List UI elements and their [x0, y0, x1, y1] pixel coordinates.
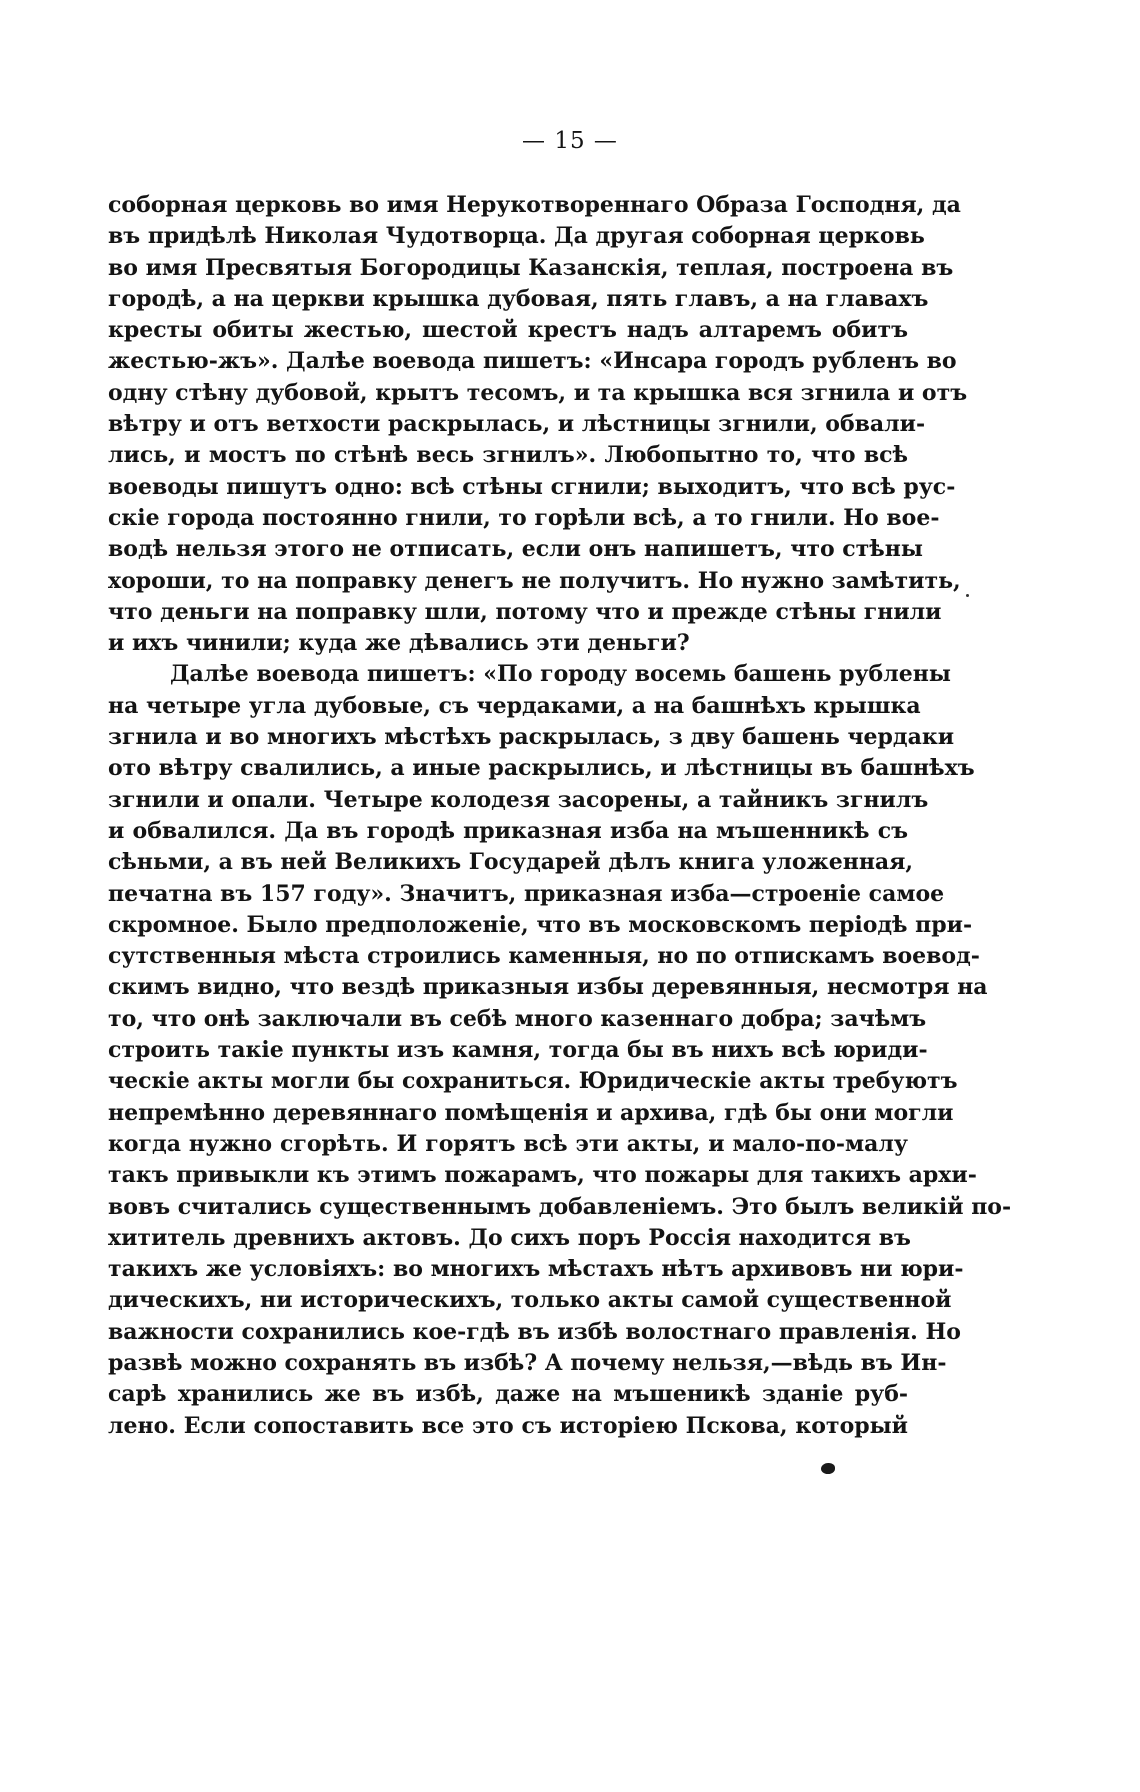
text-line: соборная церковь во имя Нерукотвореннаго Образа Господня, да	[108, 192, 961, 218]
text-line: сѣньми, а въ ней Великихъ Государей дѣлъ книга уложенная,	[108, 849, 914, 876]
text-line: городѣ, а на церкви крышка дубовая, пять главъ, а на главахъ	[108, 285, 929, 312]
text-line: згнила и во многихъ мѣстѣхъ раскрылась, з дву башень чердаки	[108, 724, 955, 751]
text-line: скромное. Было предположеніе, что въ московскомъ періодѣ при-	[108, 911, 973, 938]
text-line: жестью-жъ». Далѣе воевода пишетъ: «Инсара городъ рубленъ во	[108, 348, 957, 375]
text-line: ото вѣтру свалились, а иные раскрылись, и лѣстницы въ башнѣхъ	[108, 755, 975, 782]
text-line: дическихъ, ни историческихъ, только акты самой существенной	[108, 1287, 952, 1314]
text-line: хититель древнихъ актовъ. До сихъ поръ Россія находится въ	[108, 1224, 911, 1251]
text-line: хороши, то на поправку денегъ не получитъ. Но нужно замѣтить,	[108, 567, 961, 594]
text-line: на четыре угла дубовые, съ чердаками, а на башнѣхъ крышка	[108, 692, 921, 719]
text-line: такихъ же условіяхъ: во многихъ мѣстахъ нѣтъ архивовъ ни юри-	[108, 1256, 964, 1283]
ink-blot	[821, 1463, 835, 1474]
text-line: згнили и опали. Четыре колодезя засорены, а тайникъ згнилъ	[108, 786, 929, 813]
text-line: и ихъ чинили; куда же дѣвались эти деньги?	[108, 630, 690, 657]
text-line: сутственныя мѣста строились каменныя, но по отпискамъ воевод-	[108, 943, 980, 970]
text-line: и обвалился. Да въ городѣ приказная изба на мъшенникѣ съ	[108, 817, 908, 844]
text-line: когда нужно сгорѣть. И горятъ всѣ эти акты, и мало-по-малу	[108, 1130, 908, 1157]
text-line: важности сохранились кое-гдѣ въ избѣ волостнаго правленія. Но	[108, 1318, 961, 1345]
text-line: скіе города постоянно гнили, то горѣли всѣ, а то гнили. Но вое-	[108, 504, 940, 531]
text-line: одну стѣну дубовой, крытъ тесомъ, и та крышка вся згнила и отъ	[108, 379, 968, 406]
text-line: скимъ видно, что вездѣ приказныя избы деревянныя, несмотря на	[108, 974, 988, 1001]
text-line: лено. Если сопоставить все это съ исторіею Пскова, который	[108, 1412, 908, 1439]
text-line: строить такіе пункты изъ камня, тогда бы въ нихъ всѣ юриди-	[108, 1037, 928, 1064]
text-line: такъ привыкли къ этимъ пожарамъ, что пожары для такихъ архи-	[108, 1162, 977, 1189]
text-line: печатна въ 157 году». Значитъ, приказная изба—строеніе самое	[108, 880, 945, 907]
text-line: то, что онѣ заключали въ себѣ много казеннаго добра; зачѣмъ	[108, 1005, 927, 1032]
text-line: лись, и мостъ по стѣнѣ весь згнилъ». Любопытно то, что всѣ	[108, 442, 908, 469]
text-line: вѣтру и отъ ветхости раскрылась, и лѣстницы згнили, обвали-	[108, 411, 926, 438]
body-text	[108, 190, 1012, 1442]
text-line: въ придѣлѣ Николая Чудотворца. Да другая соборная церковь	[108, 223, 925, 250]
page-number: — 15 —	[522, 128, 618, 154]
text-line: кресты обиты жестью, шестой крестъ надъ алтаремъ обитъ	[108, 317, 908, 344]
text-line: Далѣе воевода пишетъ: «По городу восемь башень рублены	[170, 661, 951, 688]
text-line: во имя Пресвятыя Богородицы Казанскія, теплая, построена въ	[108, 254, 954, 281]
text-line: развѣ можно сохранять въ избѣ? А почему нельзя,—вѣдь въ Ин-	[108, 1349, 947, 1376]
text-line: водѣ нельзя этого не отписать, если онъ напишетъ, что стѣны	[108, 536, 923, 563]
ink-speck	[966, 594, 969, 597]
paragraph	[108, 190, 968, 659]
text-line: воеводы пишутъ одно: всѣ стѣны сгнили; выходитъ, что всѣ рус-	[108, 473, 956, 500]
text-line: что деньги на поправку шли, потому что и прежде стѣны гнили	[108, 598, 942, 625]
paragraph	[108, 659, 1012, 1441]
text-line: непремѣнно деревяннаго помѣщенія и архива, гдѣ бы они могли	[108, 1099, 954, 1126]
text-line: вовъ считались существеннымъ добавленіемъ. Это былъ великій по-	[108, 1193, 1012, 1220]
text-line: сарѣ хранились же въ избѣ, даже на мъшеникѣ зданіе руб-	[108, 1381, 908, 1408]
text-line: ческіе акты могли бы сохраниться. Юридическіе акты требуютъ	[108, 1068, 958, 1095]
